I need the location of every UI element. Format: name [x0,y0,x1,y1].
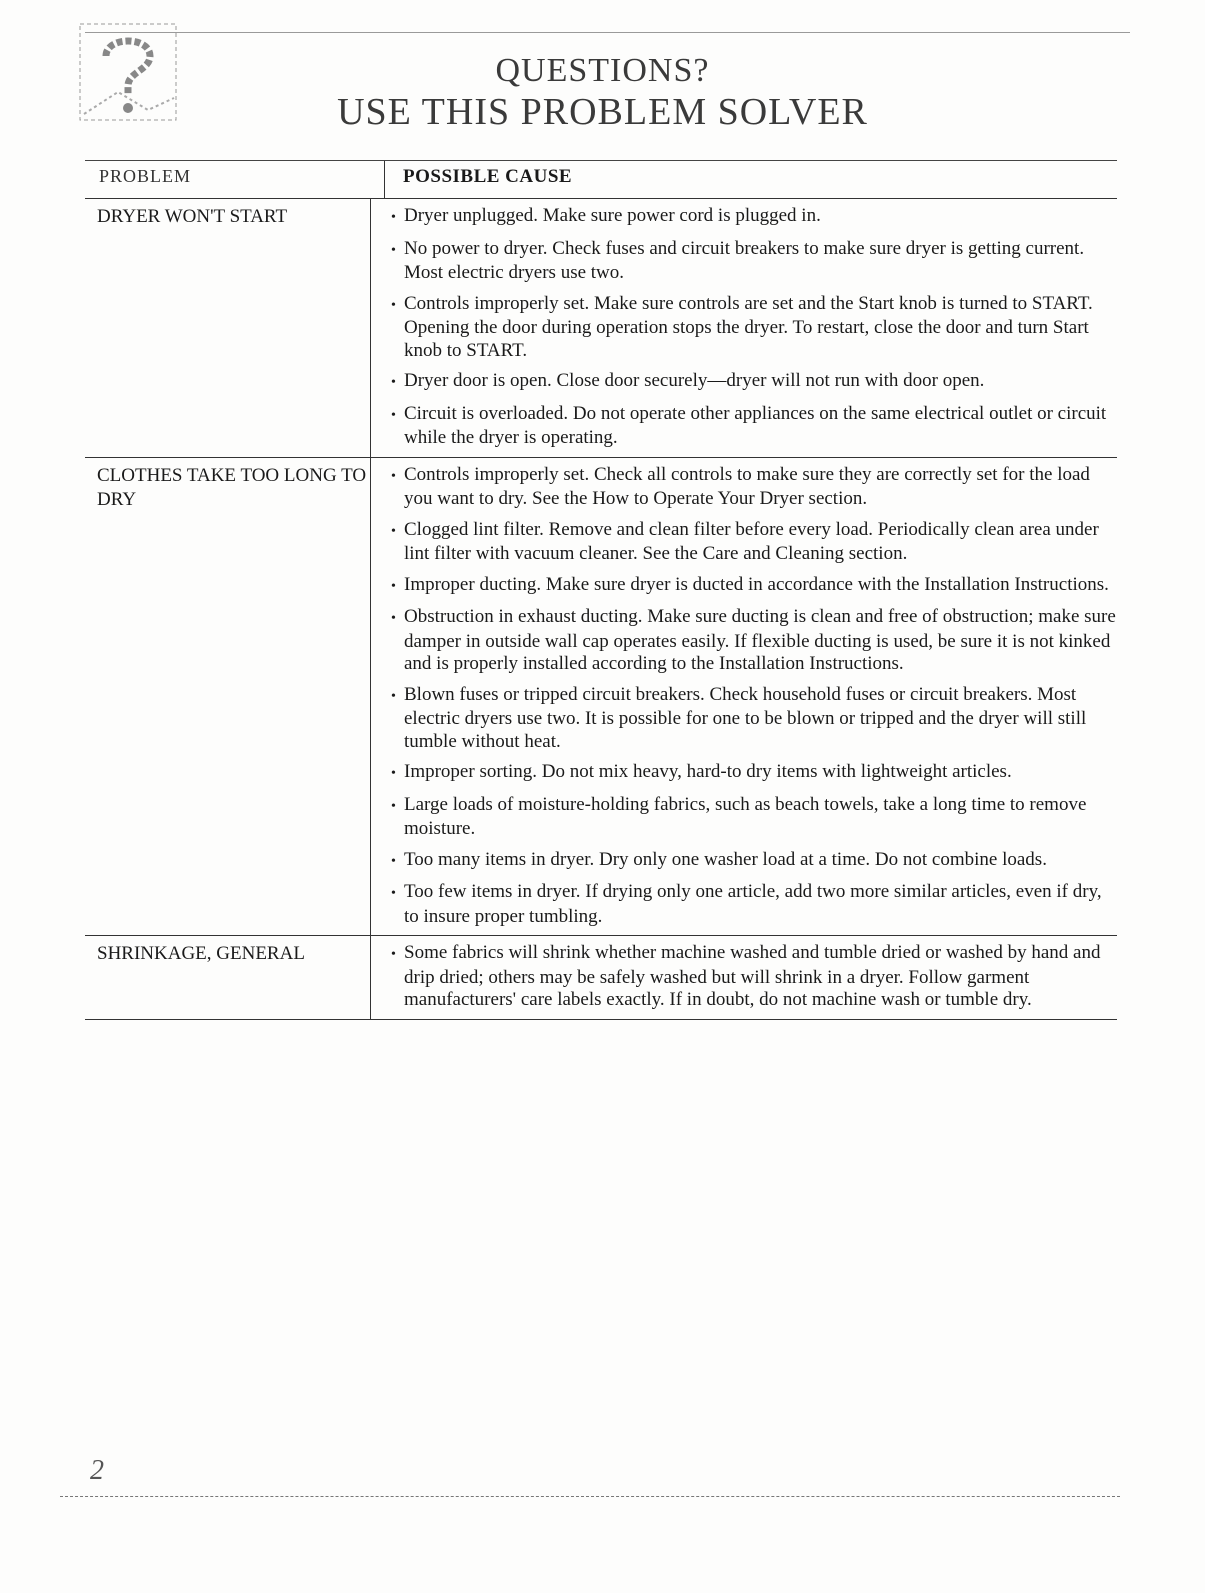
cause-text: Controls improperly set. Make sure controls are set and the Start knob is turned to START. Opening the door during operation stops the dryer. To restart, close the door and turn Start knob to START. [404,292,1093,361]
table-body [85,199,1117,1020]
cause-text: Some fabrics will shrink whether machine washed and tumble dried or washed by hand and drip dried; others may be safely washed but will shrink in a dryer. Follow garment manufacturers' care labels exactly. If in doubt, do not machine wash or tumble dry. [404,942,1101,1010]
problem-label: CLOTHES TAKE TOO LONG TO DRY [97,464,367,510]
cause-item [391,574,1117,599]
table-row [85,936,1117,1020]
bullet-icon: • [391,688,396,704]
bullet-icon: • [391,468,396,484]
bullet-icon: • [391,886,396,901]
bullet-icon: • [391,578,396,594]
bullet-icon: • [391,297,396,313]
cause-text: Large loads of moisture-holding fabrics, such as beach towels, take a long time to remove moisture. [404,793,1087,839]
cause-item [391,205,1117,230]
bullet-icon: • [391,766,396,781]
cause-item [391,881,1117,928]
cause-item [391,370,1117,395]
bullet-icon: • [391,242,396,258]
cause-text: Dryer door is open. Close door securely—dryer will not run with door open. [404,370,985,391]
cause-item [391,794,1117,841]
cause-text: Improper sorting. Do not mix heavy, hard-to dry items with lightweight articles. [404,761,1012,782]
cause-item [391,403,1117,450]
cause-item [391,464,1117,511]
top-rule [85,32,1130,33]
title-line-1: QUESTIONS? [495,52,710,89]
cause-text: Improper ducting. Make sure dryer is ducted in accordance with the Installation Instructions. [404,573,1109,595]
bullet-icon: • [391,611,396,626]
cause-item [391,849,1117,874]
cause-item [391,761,1117,786]
cause-item [391,684,1117,754]
cause-text: No power to dryer. Check fuses and circuit breakers to make sure dryer is getting current. Most electric dryers use two. [404,237,1085,283]
cause-text: Clogged lint filter. Remove and clean filter before every load. Periodically clean area under lint filter with vacuum cleaner. See the Care and Cleaning section. [404,518,1099,564]
cause-item [391,519,1117,566]
problem-column-header: PROBLEM [99,166,192,186]
cause-text: Controls improperly set. Check all controls to make sure they are correctly set for the load you want to dry. See the How to Operate Your Dryer section. [404,463,1090,509]
bullet-icon: • [391,853,396,869]
cause-text: Blown fuses or tripped circuit breakers. Check household fuses or circuit breakers. Most electric dryers use two. It is possible for one to be blown or tripped and the dryer will still tumble without heat. [404,683,1087,752]
bullet-icon: • [391,798,396,814]
page-number: 2 [90,1455,104,1486]
problem-label: SHRINKAGE, GENERAL [97,943,305,964]
cause-text: Too many items in dryer. Dry only one washer load at a time. Do not combine loads. [404,848,1047,870]
cause-list [370,199,1117,457]
bullet-icon: • [391,947,396,962]
cause-item [391,238,1117,285]
cause-text: Too few items in dryer. If drying only one article, add two more similar articles, even if dry, to insure proper tumbling. [404,881,1102,927]
cause-text: Dryer unplugged. Make sure power cord is plugged in. [404,205,821,226]
problem-solver-table [85,160,1117,1020]
cause-text: Circuit is overloaded. Do not operate other appliances on the same electrical outlet or circuit while the dryer is operating. [404,402,1107,448]
bullet-icon: • [391,523,396,539]
problem-label: DRYER WON'T START [97,206,288,227]
table-header [85,160,1117,199]
bottom-rule [60,1496,1120,1497]
cause-item [391,293,1117,363]
table-row [85,458,1117,937]
title-line-2: USE THIS PROBLEM SOLVER [337,91,868,133]
cause-item [391,606,1117,676]
possible-cause-column-header: POSSIBLE CAUSE [384,161,1117,198]
table-row [85,199,1117,458]
bullet-icon: • [391,407,396,423]
cause-list [370,458,1117,936]
bullet-icon: • [391,210,396,225]
cause-list [370,936,1117,1019]
cause-item [391,942,1117,1012]
cause-text: Obstruction in exhaust ducting. Make sure ducting is clean and free of obstruction; make sure damper in outside wall cap operates easily. If flexible ducting is used, be sure it is not kinked and is properly installed according to the Installation Instructions. [404,606,1116,674]
bullet-icon: • [391,375,396,390]
